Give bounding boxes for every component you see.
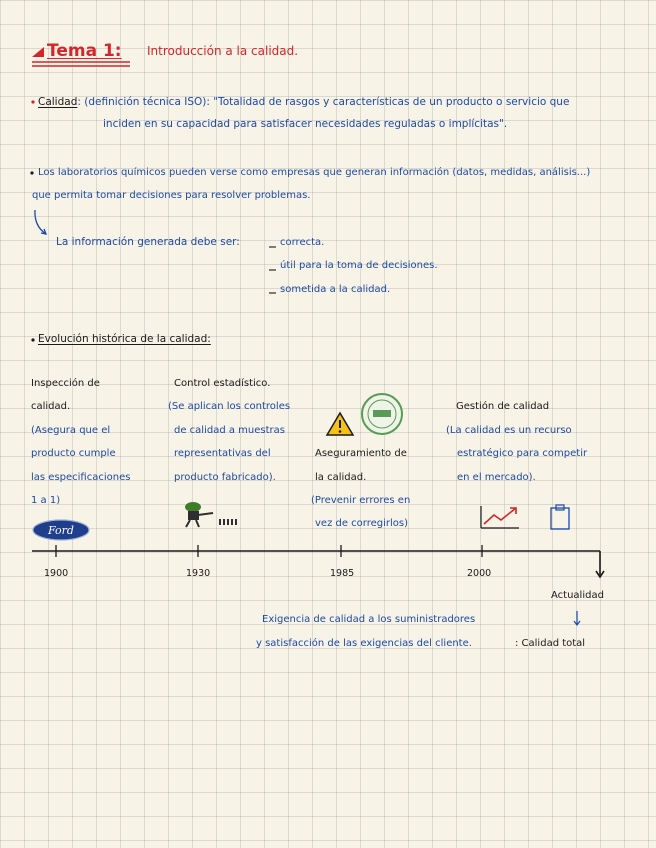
bullet-evolution (31, 338, 34, 341)
year-1900: 1900 (44, 568, 69, 579)
year-2000: 2000 (467, 568, 492, 579)
labs-item-1: correcta. (280, 237, 325, 248)
header-triangle-icon (32, 47, 44, 57)
labs-item-2: útil para la toma de decisiones. (280, 260, 438, 271)
definition-line-1 (38, 95, 569, 109)
bottom-line-2: y satisfacción de las exigencias del cliente. (256, 638, 472, 649)
bullet-definition (31, 100, 34, 103)
labs-line-2: que permita tomar decisiones para resolver problemas. (32, 190, 311, 201)
labs-intro: La información generada debe ser: (56, 236, 240, 248)
aseguramiento-title-2: la calidad. (315, 472, 367, 483)
gestion-title: Gestión de calidad (456, 401, 550, 412)
year-1930: 1930 (186, 568, 211, 579)
growth-chart-icon (481, 506, 519, 528)
warning-icon (327, 413, 353, 435)
definition-text-1: : (definición técnica ISO): "Totalidad de rasgos y características de un producto o servicio que (77, 96, 570, 108)
year-1985: 1985 (330, 568, 355, 579)
aseguramiento-desc-1: (Prevenir errores en (311, 495, 411, 506)
calidad-total-label: : Calidad total (515, 638, 586, 649)
inspeccion-desc-2: producto cumple (31, 448, 116, 459)
bottom-line-1: Exigencia de calidad a los suministradores (262, 614, 476, 625)
definition-term: Calidad (38, 96, 78, 108)
inspeccion-desc-1: (Asegura que el (31, 425, 111, 436)
gestion-desc-2: estratégico para competir (457, 448, 588, 459)
definition-line-2: inciden en su capacidad para satisfacer necesidades reguladas o implícitas". (103, 118, 508, 130)
control-desc-2: de calidad a muestras (174, 425, 285, 436)
control-desc-3: representativas del (174, 448, 271, 459)
quality-seal-icon (362, 394, 402, 434)
inspeccion-title-2: calidad. (31, 401, 71, 412)
soldier-icon (185, 502, 237, 527)
clipboard-icon (551, 505, 569, 529)
tema-label: Tema 1: (47, 41, 122, 61)
bullet-labs (30, 171, 33, 174)
inspeccion-desc-4: 1 a 1) (31, 495, 61, 506)
aseguramiento-desc-2: vez de corregirlos) (315, 518, 409, 529)
page-title: Introducción a la calidad. (147, 44, 299, 58)
inspeccion-title-1: Inspección de (31, 378, 100, 389)
svg-text:Ford: Ford (48, 524, 74, 537)
aseguramiento-title-1: Aseguramiento de (315, 448, 407, 459)
inspeccion-desc-3: las especificaciones (31, 472, 131, 483)
ford-logo (33, 520, 89, 540)
evolution-heading: Evolución histórica de la calidad: (38, 333, 211, 345)
labs-line-1: Los laboratorios químicos pueden verse como empresas que generan información (datos, medidas, análisis...) (38, 167, 591, 178)
gestion-desc-1: (La calidad es un recurso (446, 425, 572, 436)
control-desc-4: producto fabricado). (174, 472, 276, 483)
labs-item-3: sometida a la calidad. (280, 284, 391, 295)
control-title: Control estadístico. (174, 378, 271, 389)
control-desc-1: (Se aplican los controles (168, 401, 291, 412)
timeline-end-label: Actualidad (551, 590, 604, 601)
gestion-desc-3: en el mercado). (457, 472, 536, 483)
